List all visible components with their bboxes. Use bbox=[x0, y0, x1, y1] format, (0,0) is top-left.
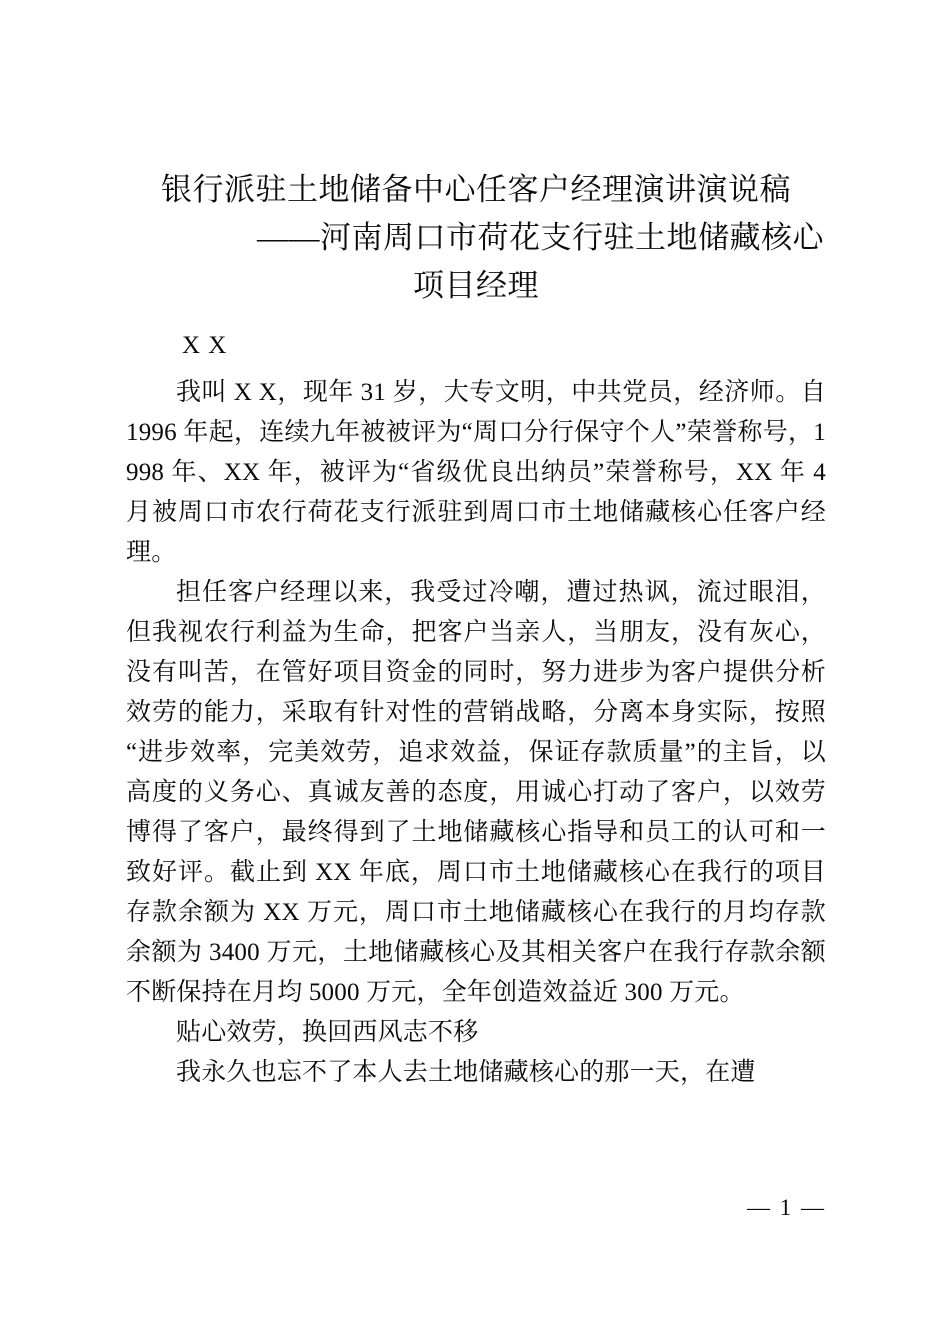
page-number-footer: — 1 — bbox=[747, 1195, 826, 1220]
author-byline: X X bbox=[182, 332, 228, 359]
body-paragraph-4: 我永久也忘不了本人去土地储藏核心的那一天，在遭 bbox=[176, 1059, 756, 1086]
body-paragraph-3-heading: 贴心效劳，换回西风志不移 bbox=[176, 1019, 479, 1046]
body-paragraph-2: 担任客户经理以来，我受过冷嘲，遭过热讽，流过眼泪，但我视农行利益为生命，把客户当亲人，当朋友，没有灰心，没有叫苦，在管好项目资金的同时，努力进步为客户提供分析效劳的能力，采取有针对性的营销战略，分离本身实际，按照“进步效率，完美效劳，追求效益，保证存款质量”的主旨，以高度的义务心、真诚友善的态度，用诚心打动了客户，以效劳博得了客户，最终得到了土地储藏核心指导和员工的认可和一致好评。截止到 XX 年底，周口市土地储藏核心在我行的项目存款余额为 XX 万元，周口市土地储藏核心在我行的月均存款余额为 3400 万元，土地储藏核心及其相关客户在我行存款余额不断保持在月均 5000 万元，全年创造效益近 300 万元。 bbox=[126, 579, 826, 1006]
title-line-subtitle: ——河南周口市荷花支行驻土地储藏核心 bbox=[257, 220, 824, 255]
body-paragraph-1: 我叫 X X，现年 31 岁，大专文明，中共党员，经济师。自 1996 年起，连续九年被被评为“周口分行保守个人”荣誉称号，1998 年、XX 年，被评为“省级优良出纳员”荣誉称号，XX 年 4 月被周口市农行荷花支行派驻到周口市土地储藏核心任客户经理。 bbox=[126, 379, 826, 566]
title-line-subtitle-cont: 项目经理 bbox=[413, 268, 539, 303]
page-title bbox=[126, 0, 826, 310]
document-content bbox=[126, 0, 826, 1093]
title-line-main: 银行派驻土地储备中心任客户经理演讲演说稿 bbox=[161, 172, 791, 207]
